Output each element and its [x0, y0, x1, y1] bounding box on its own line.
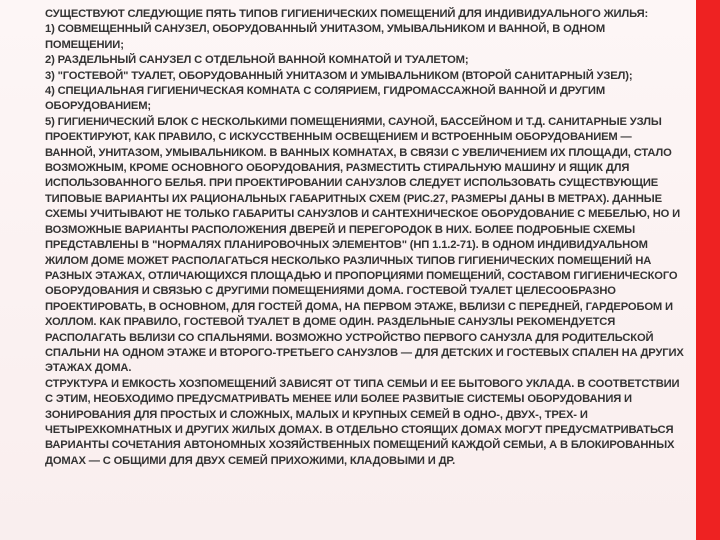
- list-item-2: 2) РАЗДЕЛЬНЫЙ САНУЗЕЛ С ОТДЕЛЬНОЙ ВАННОЙ КОМНАТОЙ И ТУАЛЕТОМ;: [45, 54, 469, 67]
- list-item-1: 1) СОВМЕЩЕННЫЙ САНУЗЕЛ, ОБОРУДОВАННЫЙ УНИТАЗОМ, УМЫВАЛЬНИКОМ И ВАННОЙ, В ОДНОМ ПОМЕЩЕНИИ;: [45, 23, 605, 51]
- body-text: [45, 7, 685, 469]
- list-item-5: 5) ГИГИЕНИЧЕСКИЙ БЛОК С НЕСКОЛЬКИМИ ПОМЕЩЕНИЯМИ, САУНОЙ, БАССЕЙНОМ И Т.Д. САНИТАРНЫЕ УЗЛЫ ПРОЕКТИРУЮТ, КАК ПРАВИЛО, С ИСКУССТВЕННЫМ ОСВЕЩЕНИЕМ И ВСТРОЕННЫМ ОБОРУДОВАНИЕМ — ВАННОЙ, УНИТАЗОМ, УМЫВАЛЬНИКОМ. В ВАННЫХ КОМНАТАХ, В СВЯЗИ С УВЕЛИЧЕНИЕМ ИХ ПЛОЩАДИ, СТАЛО ВОЗМОЖНЫМ, КРОМЕ ОСНОВНОГО ОБОРУДОВАНИЯ, РАЗМЕСТИТЬ СТИРАЛЬНУЮ МАШИНУ И ЯЩИК ДЛЯ ИСПОЛЬЗОВАННОГО БЕЛЬЯ. ПРИ ПРОЕКТИРОВАНИИ САНУЗЛОВ СЛЕДУЕТ ИСПОЛЬЗОВАТЬ СУЩЕСТВУЮЩИЕ ТИПОВЫЕ ВАРИАНТЫ ИХ РАЦИОНАЛЬНЫХ ГАБАРИТНЫХ СХЕМ (РИС.27, РАЗМЕРЫ ДАНЫ В МЕТРАХ). ДАННЫЕ СХЕМЫ УЧИТЫВАЮТ НЕ ТОЛЬКО ГАБАРИТЫ САНУЗЛОВ И САНТЕХНИЧЕСКОЕ ОБОРУДОВАНИЕ С МЕБЕЛЬЮ, НО И ВОЗМОЖНЫЕ ВАРИАНТЫ РАСПОЛОЖЕНИЯ ДВЕРЕЙ И ПЕРЕГОРОДОК В НИХ. БОЛЕЕ ПОДРОБНЫЕ СХЕМЫ ПРЕДСТАВЛЕНЫ В "НОРМАЛЯХ ПЛАНИРОВОЧНЫХ ЭЛЕМЕНТОВ" (НП 1.1.2-71). В ОДНОМ ИНДИВИДУАЛЬНОМ ЖИЛОМ ДОМЕ МОЖЕТ РАСПОЛАГАТЬСЯ НЕСКОЛЬКО РАЗЛИЧНЫХ ТИПОВ ГИГИЕНИЧЕСКИХ ПОМЕЩЕНИЙ НА РАЗНЫХ ЭТАЖАХ, ОТЛИЧАЮЩИХСЯ ПЛОЩАДЬЮ И ПРОПОРЦИЯМИ ПОМЕЩЕНИЙ, СОСТАВОМ ГИГИЕНИЧЕСКОГО ОБОРУДОВАНИЯ И СВЯЗЬЮ С ДРУГИМИ ПОМЕЩЕНИЯМИ ДОМА. ГОСТЕВОЙ ТУАЛЕТ ЦЕЛЕСООБРАЗНО ПРОЕКТИРОВАТЬ, В ОСНОВНОМ, ДЛЯ ГОСТЕЙ ДОМА, НА ПЕРВОМ ЭТАЖЕ, ВБЛИЗИ С ПЕРЕДНЕЙ, ГАРДЕРОБОМ И ХОЛЛОМ. КАК ПРАВИЛО, ГОСТЕВОЙ ТУАЛЕТ В ДОМЕ ОДИН. РАЗДЕЛЬНЫЕ САНУЗЛЫ РЕКОМЕНДУЕТСЯ РАСПОЛАГАТЬ ВБЛИЗИ СО СПАЛЬНЯМИ. ВОЗМОЖНО УСТРОЙСТВО ПЕРВОГО САНУЗЛА ДЛЯ РОДИТЕЛЬСКОЙ СПАЛЬНИ НА ОДНОМ ЭТАЖЕ И ВТОРОГО-ТРЕТЬЕГО САНУЗЛОВ — ДЛЯ ДЕТСКИХ И ГОСТЕВЫХ СПАЛЕН НА ДРУГИХ ЭТАЖАХ ДОМА.: [45, 115, 684, 375]
- list-item-4: 4) СПЕЦИАЛЬНАЯ ГИГИЕНИЧЕСКАЯ КОМНАТА С СОЛЯРИЕМ, ГИДРОМАССАЖНОЙ ВАННОЙ И ДРУГИМ ОБОРУДОВАНИЕМ;: [45, 85, 605, 113]
- utility-rooms-paragraph: СТРУКТУРА И ЕМКОСТЬ ХОЗПОМЕЩЕНИЙ ЗАВИСЯТ ОТ ТИПА СЕМЬИ И ЕЕ БЫТОВОГО УКЛАДА. В СООТВЕТСТВИИ С ЭТИМ, НЕОБХОДИМО ПРЕДУСМАТРИВАТЬ МЕНЕЕ ИЛИ БОЛЕЕ РАЗВИТЫЕ СИСТЕМЫ ОБОРУДОВАНИЯ И ЗОНИРОВАНИЯ ДЛЯ ПРОСТЫХ И СЛОЖНЫХ, МАЛЫХ И КРУПНЫХ СЕМЕЙ В ОДНО-, ДВУХ-, ТРЕХ- И ЧЕТЫРЕХКОМНАТНЫХ И ДРУГИХ ЖИЛЫХ ДОМАХ. В ОТДЕЛЬНО СТОЯЩИХ ДОМАХ МОГУТ ПРЕДУСМАТРИВАТЬСЯ ВАРИАНТЫ СОЧЕТАНИЯ АВТОНОМНЫХ ХОЗЯЙСТВЕННЫХ ПОМЕЩЕНИЙ КАЖДОЙ СЕМЬИ, А В БЛОКИРОВАННЫХ ДОМАХ — С ОБЩИМИ ДЛЯ ДВУХ СЕМЕЙ ПРИХОЖИМИ, КЛАДОВЫМИ И ДР.: [45, 377, 680, 467]
- intro-paragraph: СУЩЕСТВУЮТ СЛЕДУЮЩИЕ ПЯТЬ ТИПОВ ГИГИЕНИЧЕСКИХ ПОМЕЩЕНИЙ ДЛЯ ИНДИВИДУАЛЬНОГО ЖИЛЬЯ:: [45, 8, 649, 20]
- accent-bar: [696, 0, 720, 540]
- list-item-3: 3) "ГОСТЕВОЙ" ТУАЛЕТ, ОБОРУДОВАННЫЙ УНИТАЗОМ И УМЫВАЛЬНИКОМ (ВТОРОЙ САНИТАРНЫЙ УЗЕЛ);: [45, 69, 633, 82]
